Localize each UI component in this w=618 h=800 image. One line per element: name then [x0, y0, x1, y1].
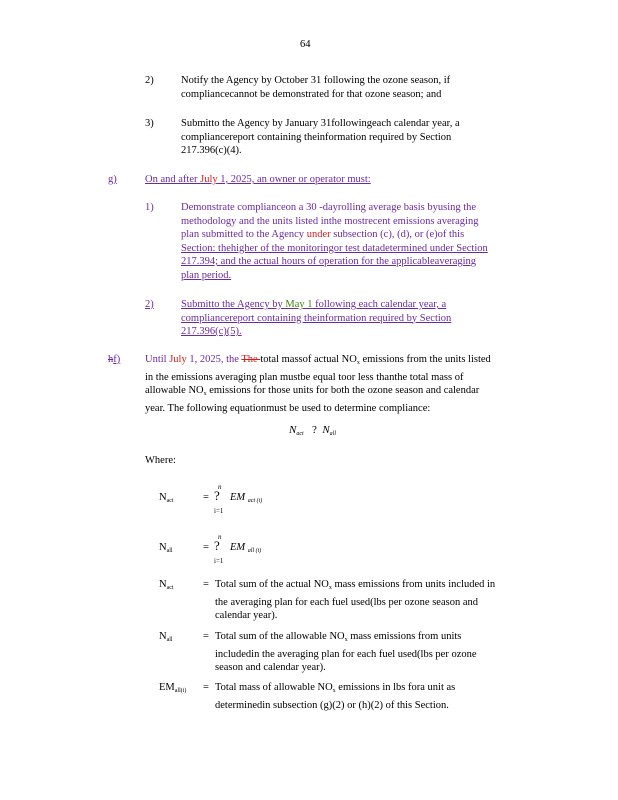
compliance-equation	[289, 424, 336, 442]
text-run: Submitto the Agency by	[181, 299, 286, 310]
page-number: 64	[300, 39, 311, 50]
struck-text: h	[108, 354, 114, 365]
item-number: 2)	[145, 75, 154, 86]
text-run: Total sum of the allowable NO	[215, 631, 345, 642]
item-line: in the emissions averaging plan mustbe equal toor less thanthe total mass of	[145, 371, 464, 383]
subscript: all (i)	[247, 548, 262, 554]
sigma-top: n	[218, 533, 222, 541]
def-text	[215, 578, 545, 623]
subscript: all	[166, 548, 173, 554]
item-line: determinedin subsection (g)(2) or (h)(2) of this Section.	[215, 699, 449, 711]
subscript: x	[344, 637, 348, 643]
text-run: total massof actual NO	[260, 354, 357, 365]
text-run: On and after	[145, 174, 201, 185]
section-label-g: g)	[108, 174, 117, 185]
subscript: act	[166, 585, 174, 591]
eq-symbol: N	[159, 492, 167, 503]
item-number: 3)	[145, 118, 154, 129]
text-run: emissions in lbs fora unit as	[335, 682, 456, 693]
subscript: all	[166, 637, 173, 643]
def-text	[215, 630, 545, 675]
sigma-top: n	[218, 483, 222, 491]
text-run: mass emissions from units	[347, 631, 462, 642]
sum-term	[230, 491, 262, 509]
item-text	[181, 74, 511, 101]
sum-symbol	[159, 541, 173, 559]
item-line: Submitto the Agency by January 31followingeach calendar year, a	[181, 118, 460, 129]
def-symbol	[159, 578, 174, 596]
subscript: all(i)	[174, 688, 187, 694]
struck-text: The	[241, 354, 261, 365]
equals-sign: =	[203, 579, 209, 590]
subscript: x	[203, 391, 207, 397]
inserted-date: July	[200, 174, 218, 185]
eq-symbol: EM	[230, 542, 246, 553]
sum-symbol	[159, 491, 174, 509]
where-label: Where:	[145, 455, 176, 466]
item-line	[181, 298, 511, 312]
subscript: act	[166, 498, 174, 504]
text-run: 1, 2025, an owner or operator must:	[217, 174, 371, 185]
text-run: emissions for those units for both the ozone season and calendar	[206, 385, 480, 396]
sigma-bottom: i=1	[214, 507, 224, 515]
eq-operator: ?	[311, 424, 317, 436]
item-line: compliancecannot be demonstrated for that ozone season; and	[181, 88, 442, 100]
inserted-date: May 1	[285, 299, 313, 310]
item-line: Section: thehigher of the monitoringor test datadetermined under Section	[181, 242, 488, 254]
text-run: Total sum of the actual NO	[215, 579, 329, 590]
eq-symbol: N	[289, 424, 297, 436]
section-h-text	[145, 353, 545, 415]
item-line	[181, 228, 541, 242]
subscript: all	[329, 431, 337, 437]
eq-symbol: EM	[159, 682, 175, 693]
text-run: emissions from the units listed	[359, 354, 491, 365]
item-line	[215, 578, 545, 596]
subscript: act	[296, 431, 304, 437]
sigma-bottom: i=1	[214, 557, 224, 565]
def-symbol	[159, 681, 186, 699]
eq-symbol: N	[159, 579, 167, 590]
text-run: following each calendar year, a	[312, 299, 447, 310]
equals-sign: =	[203, 682, 209, 693]
item-line: the averaging plan for each fuel used(lbs per ozone season and	[215, 596, 478, 608]
item-line: Demonstrate complianceon a 30 -dayrolling average basis byusing the	[181, 202, 477, 213]
item-number: 2)	[145, 299, 154, 310]
item-line	[145, 384, 545, 402]
item-line: season and calendar year).	[215, 662, 326, 673]
sigma-icon: ?	[214, 538, 220, 553]
eq-symbol: N	[159, 631, 167, 642]
text-run: 1, 2025, the	[186, 354, 242, 365]
eq-symbol: EM	[230, 492, 246, 503]
equals-sign: =	[203, 631, 209, 642]
item-line: calendar year).	[215, 610, 278, 621]
eq-symbol: N	[322, 424, 330, 436]
item-line	[215, 681, 545, 699]
item-line	[215, 630, 545, 648]
item-line: compliancereport containing theinformation required by Section	[181, 131, 452, 143]
item-line: compliancereport containing theinformation required by Section	[181, 312, 452, 324]
item-text	[181, 117, 511, 158]
subscript: act (i)	[247, 498, 263, 504]
text-run: Total mass of allowable NO	[215, 682, 333, 693]
def-symbol	[159, 630, 173, 648]
section-g-intro	[145, 173, 371, 187]
section-label-h	[108, 353, 120, 367]
sum-term	[230, 541, 261, 559]
text-run: subsection (c), (d), or (e)of this	[330, 229, 465, 240]
text-run: Until	[145, 354, 170, 365]
item-line: 217.396(c)(5).	[181, 326, 242, 337]
item-line: includedin the averaging plan for each fuel used(lbs per ozone	[215, 648, 477, 660]
item-line: year. The following equationmust be used to determine compliance:	[145, 402, 431, 414]
inserted-text: f)	[113, 354, 121, 365]
eq-symbol: N	[159, 542, 167, 553]
def-text	[215, 681, 545, 712]
text-run: mass emissions from units included in	[331, 579, 496, 590]
text-run: plan submitted to the Agency	[181, 229, 307, 240]
inserted-date: July	[169, 354, 187, 365]
section-g-item1	[181, 201, 541, 282]
subscript: x	[328, 585, 332, 591]
item-line: 217.394; and the actual hours of operation for the applicableaveraging	[181, 256, 477, 267]
equals-sign: =	[203, 492, 209, 503]
item-number: 1)	[145, 202, 154, 213]
equals-sign: =	[203, 542, 209, 553]
text-run: allowable NO	[145, 385, 204, 396]
subscript: x	[356, 360, 360, 366]
inserted-word: under	[306, 229, 331, 240]
subscript: x	[332, 688, 336, 694]
item-line	[145, 353, 545, 371]
sigma-icon: ?	[214, 488, 220, 503]
item-line: Notify the Agency by October 31 following the ozone season, if	[181, 75, 451, 86]
section-g-item2	[181, 298, 511, 339]
item-line: plan period.	[181, 269, 232, 281]
item-line: 217.396(c)(4).	[181, 145, 242, 156]
item-line: methodology and the units listed inthe mostrecent emissions averaging	[181, 215, 479, 227]
